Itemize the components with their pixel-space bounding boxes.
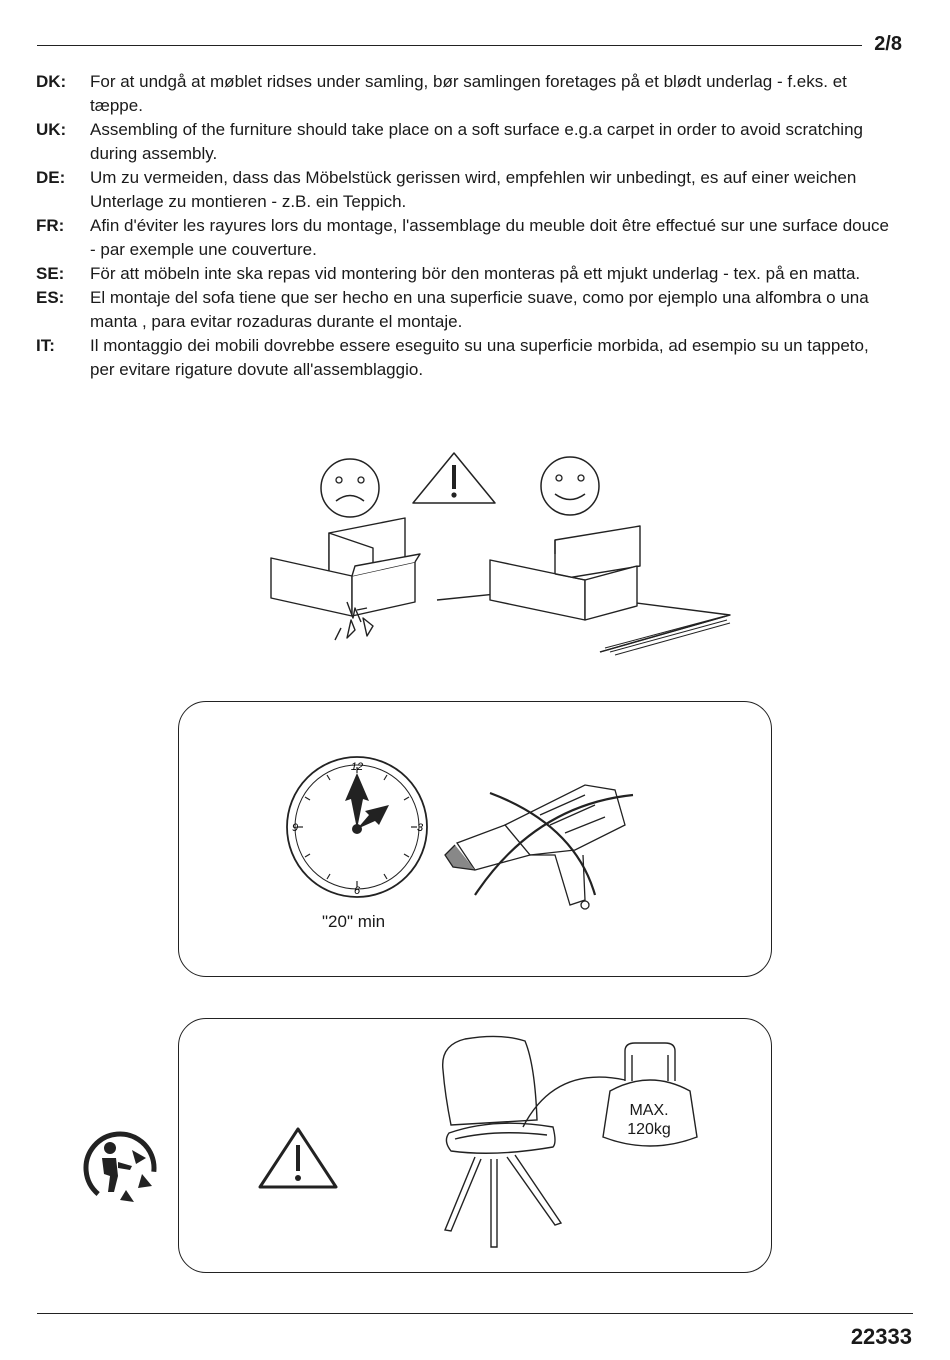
instruction-it — [36, 334, 896, 382]
document-number: 22333 — [850, 1324, 912, 1349]
recycling-icon — [80, 1128, 160, 1208]
instruction-dk — [36, 70, 896, 118]
instruction-list — [36, 70, 896, 382]
language-code: DK: — [36, 72, 67, 91]
clock-icon — [287, 757, 427, 897]
instruction-text: Il montaggio dei mobili dovrebbe essere eseguito su una superficie morbida, ad esempio su un tappeto, per evitare rigature dovute all'assemblaggio. — [90, 336, 869, 379]
soft-surface-illustration — [255, 450, 735, 665]
assembly-time-label: "20" min — [322, 912, 386, 931]
footer-rule — [37, 1313, 913, 1314]
instruction-text: Um zu vermeiden, dass das Möbelstück gerissen wird, empfehlen wir unbedingt, es auf einer weichen Unterlage zu montieren - z.B. ein Teppich. — [90, 168, 857, 211]
clock-number-12: 12 — [350, 761, 364, 773]
clock-number-9: 9 — [291, 822, 299, 834]
instruction-text: El montaje del sofa tiene que ser hecho en una superficie suave, como por ejemplo una alfombra o una manta , para evitar rozaduras durante el montaje. — [90, 288, 869, 331]
chair-load-illustration — [425, 1025, 715, 1255]
language-code: SE: — [36, 264, 65, 283]
instruction-se — [36, 262, 896, 286]
instruction-de — [36, 166, 896, 214]
instruction-text: Afin d'éviter les rayures lors du montage, l'assemblage du meuble doit être effectué sur une surface douce - par exemple une couverture. — [90, 216, 890, 259]
language-code: DE: — [36, 168, 66, 187]
happy-face-icon — [541, 457, 599, 515]
header-rule — [37, 45, 862, 46]
clock-number-3: 3 — [416, 822, 424, 834]
language-code: FR: — [36, 216, 65, 235]
language-code: IT: — [36, 336, 55, 355]
scratched-furniture-icon — [271, 518, 420, 640]
instruction-es — [36, 286, 896, 334]
clock-number-6: 6 — [353, 885, 361, 897]
instruction-text: For at undgå at møblet ridses under samling, bør samlingen foretages på et blødt underlag - f.eks. et tæppe. — [90, 72, 847, 115]
assembly-time-illustration — [285, 755, 645, 915]
page-number: 2/8 — [874, 33, 902, 55]
protected-furniture-icon — [437, 526, 730, 655]
language-code: UK: — [36, 120, 67, 139]
max-weight-label — [604, 1101, 694, 1139]
power-drill-icon — [445, 785, 625, 909]
sad-face-icon — [321, 459, 379, 517]
warning-icon — [413, 453, 495, 503]
max-label-line1: MAX. — [629, 1102, 669, 1119]
instruction-fr — [36, 214, 896, 262]
language-code: ES: — [36, 288, 65, 307]
instruction-uk — [36, 118, 896, 166]
warning-icon — [256, 1125, 340, 1191]
chair-icon — [443, 1036, 561, 1247]
max-label-line2: 120kg — [627, 1121, 671, 1138]
instruction-text: För att möbeln inte ska repas vid montering bör den monteras på ett mjukt underlag - tex. på en matta. — [90, 264, 861, 283]
instruction-text: Assembling of the furniture should take place on a soft surface e.g.a carpet in order to avoid scratching during assembly. — [90, 120, 863, 163]
